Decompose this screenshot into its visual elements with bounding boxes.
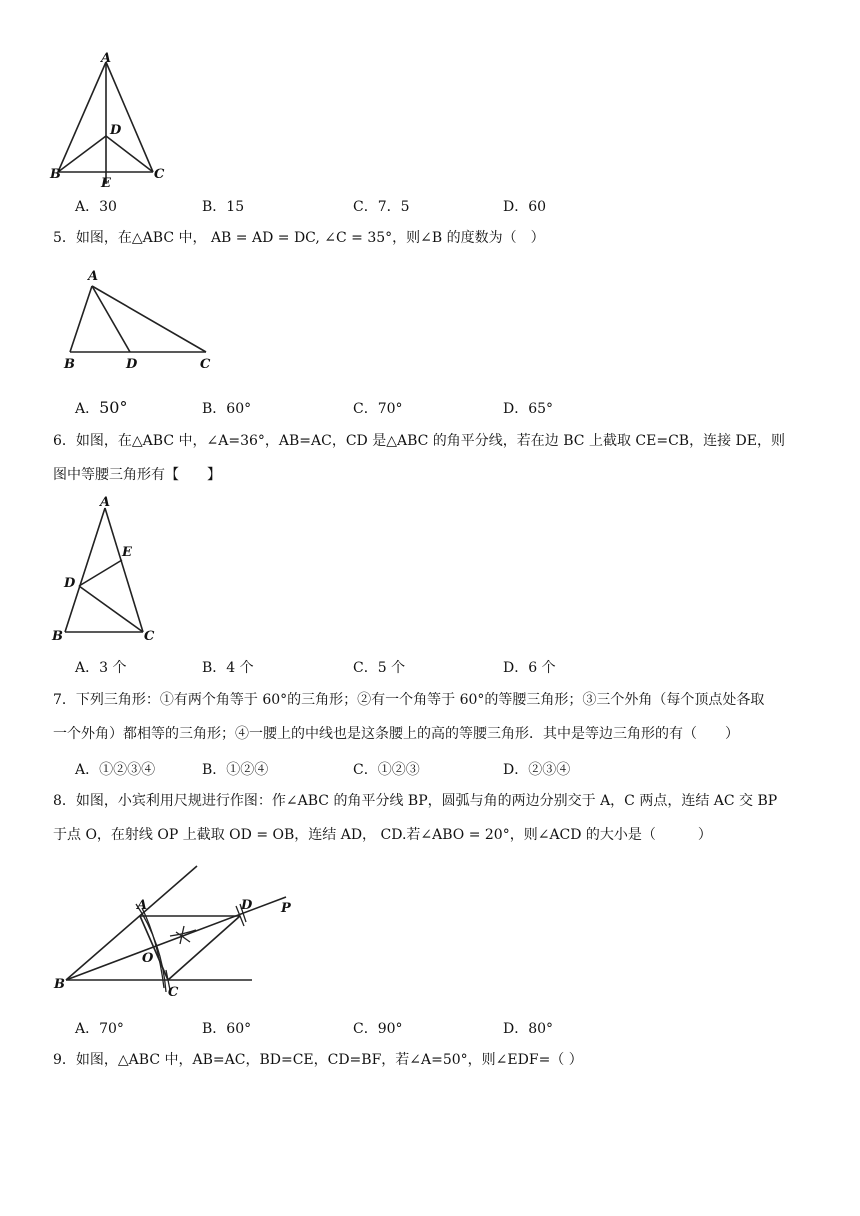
q8-label-c: C bbox=[168, 985, 179, 1000]
q8-figure bbox=[50, 860, 310, 1005]
q4-label-a: A bbox=[101, 51, 112, 66]
q5-option-d: D．65° bbox=[503, 401, 554, 417]
q8-question-line1: 8．如图，小宾利用尺规进行作图：作∠ABC 的角平分线 BP，圆弧与角的两边分别交于 A，C 两点，连结 AC 交 BP bbox=[53, 793, 778, 809]
q8-label-o: O bbox=[142, 951, 154, 966]
q6-option-b: B．4 个 bbox=[202, 660, 254, 676]
q5-label-d: D bbox=[126, 357, 138, 372]
q8-option-b: B．60° bbox=[202, 1021, 252, 1037]
q7-option-d: D．②③④ bbox=[503, 762, 571, 778]
q8-label-p: P bbox=[281, 901, 291, 916]
q7-option-b: B．①②④ bbox=[202, 762, 269, 778]
q4-label-b: B bbox=[50, 167, 61, 182]
q8-question-line2: 于点 O，在射线 OP 上截取 OD = OB，连结 AD， CD.若∠ABO = 20°，则∠ACD 的大小是（ ） bbox=[53, 827, 712, 843]
q8-label-b: B bbox=[54, 977, 65, 992]
q8-label-d: D bbox=[241, 898, 253, 913]
q6-label-b: B bbox=[52, 629, 63, 644]
q7-option-c: C．①②③ bbox=[353, 762, 420, 778]
q4-option-c: C．7．5 bbox=[353, 199, 410, 215]
q4-label-e: E bbox=[101, 176, 111, 190]
q5-figure bbox=[58, 264, 223, 374]
q6-question-line2: 图中等腰三角形有【 】 bbox=[53, 467, 221, 483]
q4-label-c: C bbox=[154, 167, 165, 182]
q5-label-b: B bbox=[64, 357, 75, 372]
q7-question-line1: 7．下列三角形：①有两个角等于 60°的三角形；②有一个角等于 60°的等腰三角形；③三个外角（每个顶点处各取 bbox=[53, 692, 765, 708]
q4-option-b: B．15 bbox=[202, 199, 245, 215]
q8-option-c: C．90° bbox=[353, 1021, 403, 1037]
q9-question-text: 9．如图，△ABC 中，AB=AC，BD=CE，CD=BF，若∠A=50°，则∠EDF=（ ） bbox=[53, 1052, 583, 1068]
q6-option-a: A．3 个 bbox=[75, 660, 127, 676]
q5-option-b: B．60° bbox=[202, 401, 252, 417]
q7-question-line2: 一个外角）都相等的三角形；④一腰上的中线也是这条腰上的高的等腰三角形．其中是等边三角形的有（ ） bbox=[53, 726, 739, 742]
q6-option-c: C．5 个 bbox=[353, 660, 406, 676]
q6-label-e: E bbox=[122, 545, 132, 560]
q5-label-c: C bbox=[200, 357, 211, 372]
q6-question-line1: 6．如图，在△ABC 中，∠A=36°，AB=AC，CD 是△ABC 的角平分线，若在边 BC 上截取 CE=CB，连接 DE，则 bbox=[53, 433, 785, 449]
q6-option-d: D．6 个 bbox=[503, 660, 556, 676]
q4-option-d: D．60 bbox=[503, 199, 547, 215]
q4-option-a: A．30 bbox=[75, 199, 117, 215]
q8-option-a: A．70° bbox=[75, 1021, 124, 1037]
q6-figure bbox=[48, 494, 168, 646]
q8-label-a: A bbox=[137, 898, 148, 913]
q7-option-a: A．①②③④ bbox=[75, 762, 156, 778]
q6-label-c: C bbox=[144, 629, 155, 644]
q5-option-a: A．50° bbox=[75, 398, 128, 417]
q5-option-a-value: 50° bbox=[99, 398, 128, 417]
q5-option-c: C．70° bbox=[353, 401, 403, 417]
q4-figure bbox=[48, 50, 178, 190]
q6-label-d: D bbox=[64, 576, 76, 591]
q8-option-d: D．80° bbox=[503, 1021, 554, 1037]
q4-label-d: D bbox=[110, 123, 122, 138]
q5-label-a: A bbox=[88, 269, 99, 284]
q6-label-a: A bbox=[100, 495, 111, 510]
q5-question-text: 5．如图，在△ABC 中， AB = AD = DC, ∠C = 35°，则∠B 的度数为（ ） bbox=[53, 230, 545, 246]
